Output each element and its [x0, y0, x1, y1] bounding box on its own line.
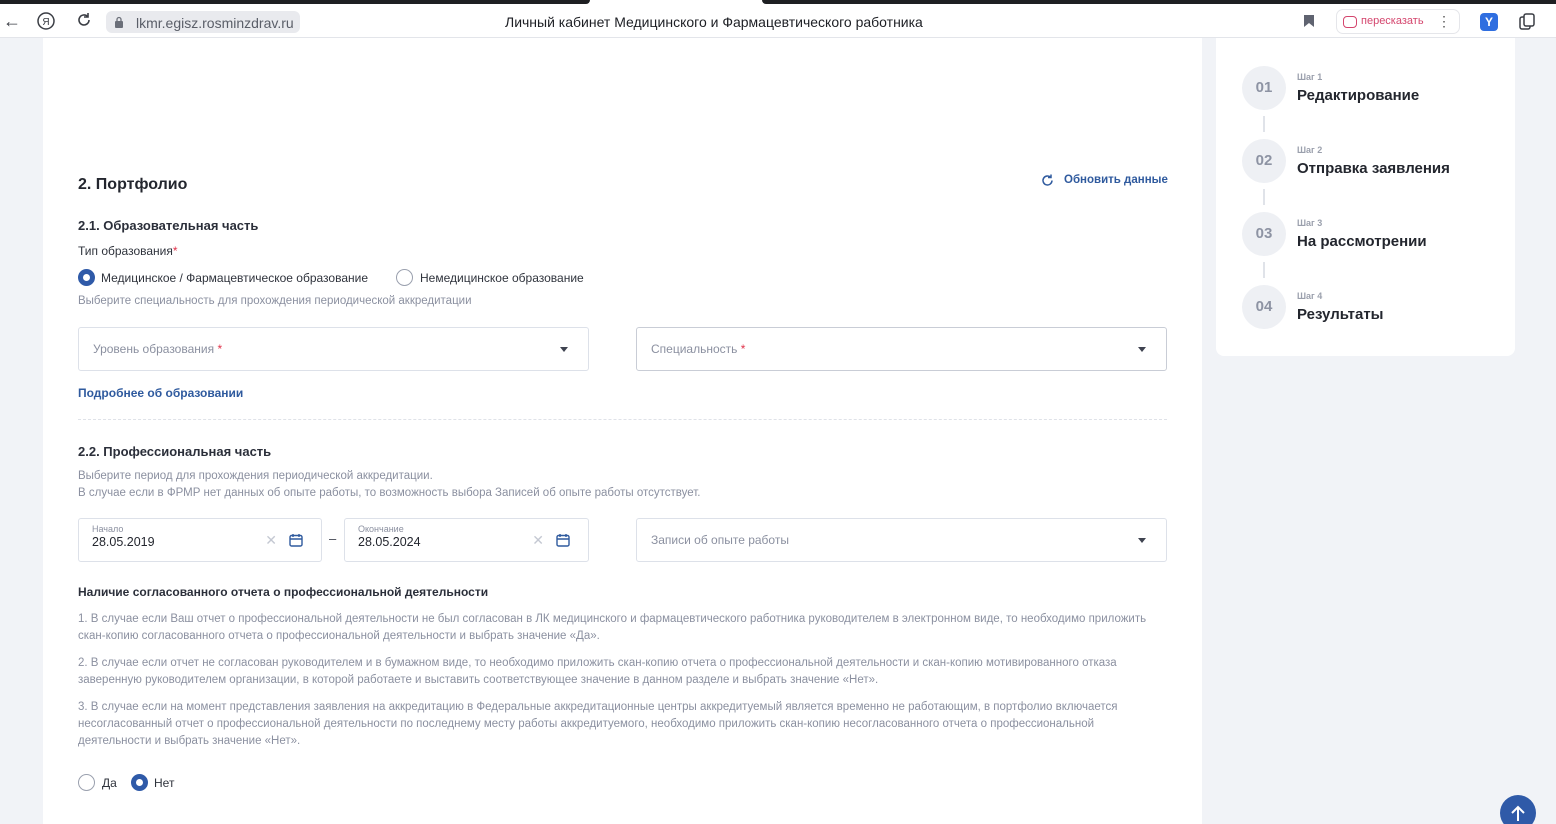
radio-yes-label: Да	[102, 776, 117, 790]
step-4-label: Шаг 4	[1297, 291, 1323, 301]
summarize-label: пересказать	[1361, 15, 1424, 27]
step-2-title: Отправка заявления	[1297, 160, 1450, 177]
step-3-title: На рассмотрении	[1297, 233, 1427, 250]
education-level-placeholder: Уровень образования *	[93, 342, 223, 356]
browser-tab-strip-right	[762, 0, 1556, 4]
clear-icon[interactable]: ✕	[265, 532, 277, 548]
address-url: lkmr.egisz.rosminzdrav.ru	[136, 15, 294, 31]
refresh-data-label: Обновить данные	[1064, 174, 1168, 186]
svg-text:Я: Я	[42, 17, 50, 28]
radio-no-control[interactable]	[131, 774, 148, 791]
summarize-icon	[1343, 16, 1357, 28]
chevron-down-icon	[1138, 347, 1146, 352]
address-bar[interactable]	[106, 11, 300, 33]
step-1-title: Редактирование	[1297, 87, 1420, 104]
browser-tab-strip-left	[0, 0, 590, 4]
radio-yes-control[interactable]	[78, 774, 95, 791]
step-3-number: 03	[1242, 212, 1286, 256]
bookmark-icon[interactable]	[1303, 14, 1315, 28]
arrow-up-icon	[1500, 795, 1536, 824]
report-note-2: 2. В случае если отчет не согласован руководителем и в бумажном виде, то необходимо приложить скан-копию отчета о профессиональной деятельности и скан-копию мотивированного отказа заверенную руководителем организации, в которой работаете и выставить соответствующее значение в данном разделе и выбрать значение «Нет».	[78, 657, 1117, 686]
radio-medical-label: Медицинское / Фармацевтическое образование	[101, 271, 369, 285]
specialty-select[interactable]	[636, 327, 1167, 371]
chevron-down-icon	[560, 347, 568, 352]
more-icon[interactable]: ⋮	[1437, 13, 1451, 29]
scroll-to-top-button[interactable]	[1500, 795, 1536, 824]
work-records-placeholder: Записи об опыте работы	[651, 533, 789, 547]
radio-yes[interactable]	[78, 774, 126, 792]
radio-medical-control[interactable]	[78, 269, 95, 286]
end-date-label: Окончание	[358, 524, 404, 534]
step-1-label: Шаг 1	[1297, 72, 1323, 82]
refresh-icon	[1040, 173, 1055, 188]
step-4-title: Результаты	[1297, 306, 1384, 323]
period-hint	[78, 468, 1168, 502]
education-section-title: 2.1. Образовательная часть	[78, 218, 259, 233]
specialty-placeholder: Специальность *	[651, 342, 746, 356]
radio-non-medical-control[interactable]	[396, 269, 413, 286]
bookmarks-panel-icon[interactable]	[1518, 13, 1536, 31]
report-note-1: 1. В случае если Ваш отчет о профессиональной деятельности не был согласован в ЛК медицинского и фармацевтического работника руководителем в электронном виде, то необходимо приложить скан-копию согласованного отчета о профессиональной деятельности и выбрать значение «Да».	[78, 613, 1147, 642]
yandex-extension-icon[interactable]: Y	[1480, 13, 1498, 31]
steps-panel	[1216, 38, 1515, 356]
summarize-button[interactable]	[1336, 9, 1460, 34]
calendar-icon[interactable]	[556, 533, 570, 547]
period-hint-line-2: В случае если в ФРМР нет данных об опыте работы, то возможность выбора Записей об опыте работы отсутствует.	[78, 487, 701, 499]
education-details-link[interactable]: Подробнее об образовании	[78, 386, 244, 400]
clear-icon[interactable]: ✕	[532, 532, 544, 548]
step-2-number: 02	[1242, 139, 1286, 183]
report-title: Наличие согласованного отчета о профессиональной деятельности	[78, 585, 489, 599]
end-date-value: 28.05.2024	[358, 535, 421, 549]
date-range-dash: –	[329, 531, 337, 546]
professional-section-title: 2.2. Профессиональная часть	[78, 444, 272, 459]
end-date-field[interactable]	[344, 518, 589, 562]
step-1-number: 01	[1242, 66, 1286, 110]
period-hint-line-1: Выберите период для прохождения периодической аккредитации.	[78, 470, 433, 482]
step-3-label: Шаг 3	[1297, 218, 1323, 228]
calendar-icon[interactable]	[289, 533, 303, 547]
reload-icon[interactable]	[74, 11, 94, 31]
step-connector	[1263, 189, 1265, 205]
education-level-select[interactable]	[78, 327, 589, 371]
start-date-field[interactable]	[78, 518, 322, 562]
education-type-label: Тип образования*	[78, 244, 178, 258]
start-date-label: Начало	[92, 524, 124, 534]
lock-icon	[114, 16, 124, 28]
portfolio-title: 2. Портфолио	[78, 176, 188, 193]
report-note-3: 3. В случае если на момент представления заявления на аккредитацию в Федеральные аккредитационные центры аккредитуемый является временно не работающим, в портфолио включается несогласованный отчет о профессиональной деятельности по последнему месту работы аккредитуемого, необходимо приложить скан-копию несогласованного отчета о профессиональной деятельности и выбрать значение «Нет».	[78, 701, 1118, 747]
radio-non-medical-label: Немедицинское образование	[420, 271, 584, 285]
page-title: Личный кабинет Медицинского и Фармацевтического работника	[505, 14, 923, 30]
step-2-label: Шаг 2	[1297, 145, 1323, 155]
step-connector	[1263, 262, 1265, 278]
section-divider	[78, 419, 1167, 420]
step-connector	[1263, 116, 1265, 132]
yandex-icon[interactable]	[36, 11, 56, 31]
portfolio-card	[43, 38, 1202, 824]
browser-toolbar	[0, 5, 1556, 38]
work-records-select[interactable]	[636, 518, 1167, 562]
start-date-value: 28.05.2019	[92, 535, 155, 549]
chevron-down-icon	[1138, 538, 1146, 543]
back-arrow-icon[interactable]: ←	[3, 11, 21, 31]
specialty-hint: Выберите специальность для прохождения периодической аккредитации	[78, 295, 472, 307]
radio-no[interactable]	[131, 774, 191, 792]
radio-no-label: Нет	[154, 776, 175, 790]
step-4-number: 04	[1242, 285, 1286, 329]
